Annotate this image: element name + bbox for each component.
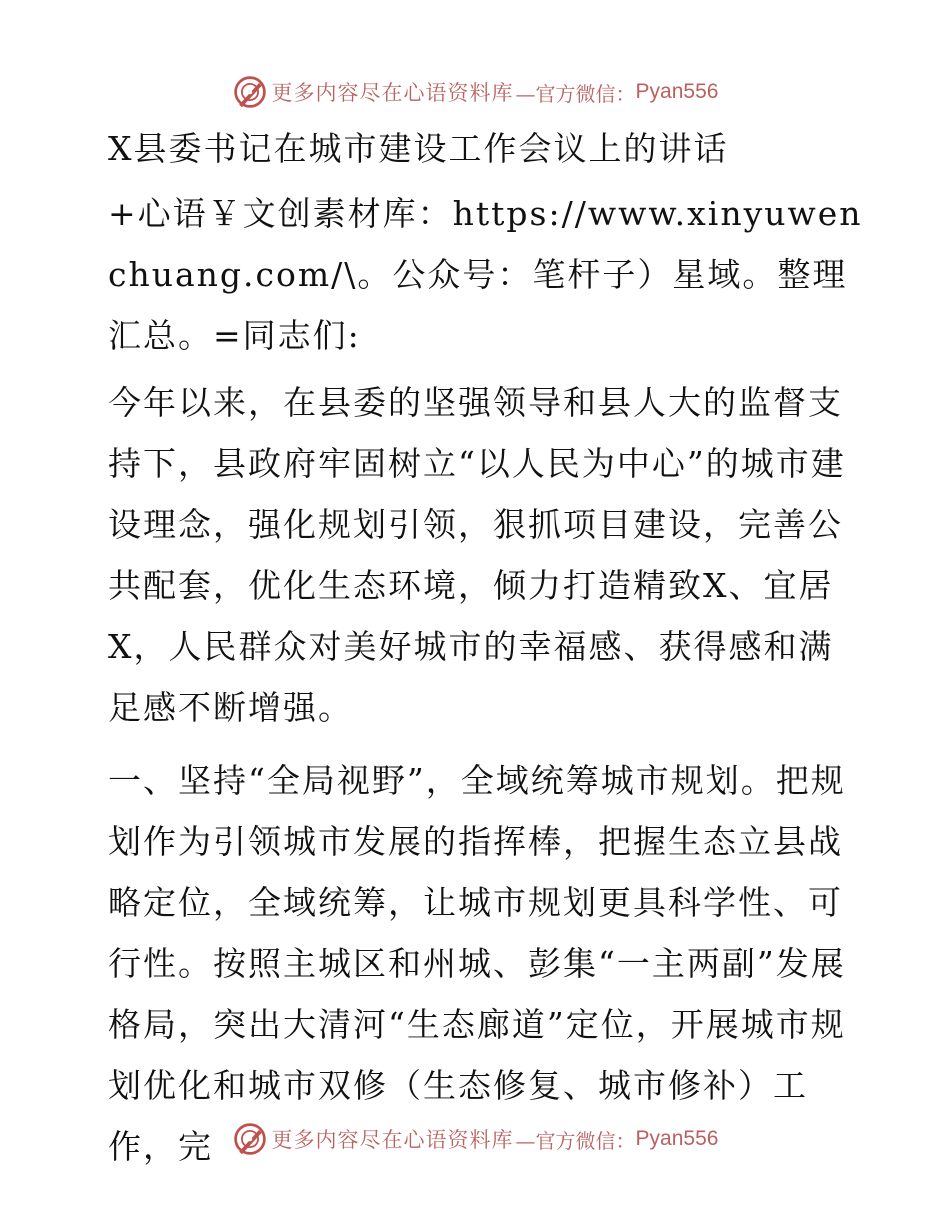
watermark-header [0, 70, 950, 114]
document-title: X县委书记在城市建设工作会议上的讲话 [108, 129, 729, 168]
intro-paragraph: +心语￥文创素材库：https://www.xinyuwenchuang.com/\。公众号：笔杆子）星域。整理汇总。=同志们: [108, 194, 863, 355]
document-body [96, 118, 866, 1177]
watermark-wechat-label: —官方微信： [515, 81, 636, 106]
watermark-wechat-id: Pyan556 [635, 1127, 719, 1150]
watermark-footer [0, 1117, 950, 1161]
watermark-brand: 更多内容尽在心语资料库 [271, 1128, 514, 1152]
pen-logo-icon [232, 1121, 268, 1157]
pen-logo-icon [232, 74, 268, 110]
body-paragraph-1: 今年以来，在县委的坚强领导和县人大的监督支持下，县政府牢固树立“以人民为中心”的城市建设理念，强化规划引领，狠抓项目建设，完善公共配套，优化生态环境，倾力打造精致X、宜居X，人民群众对美好城市的幸福感、获得感和满足感不断增强。 [108, 383, 846, 727]
watermark-brand: 更多内容尽在心语资料库 [271, 81, 514, 105]
body-paragraph-2: 一、坚持“全局视野”，全域统筹城市规划。把规划作为引领城市发展的指挥棒，把握生态立县战略定位，全域统筹，让城市规划更具科学性、可行性。按照主城区和州城、彭集“一主两副”发展格局，突出大清河“生态廊道”定位，开展城市规划优化和城市双修（生态修复、城市修补）工作，完 [108, 761, 846, 1166]
watermark-wechat-label: —官方微信： [515, 1128, 636, 1153]
watermark-wechat-id: Pyan556 [635, 80, 719, 103]
